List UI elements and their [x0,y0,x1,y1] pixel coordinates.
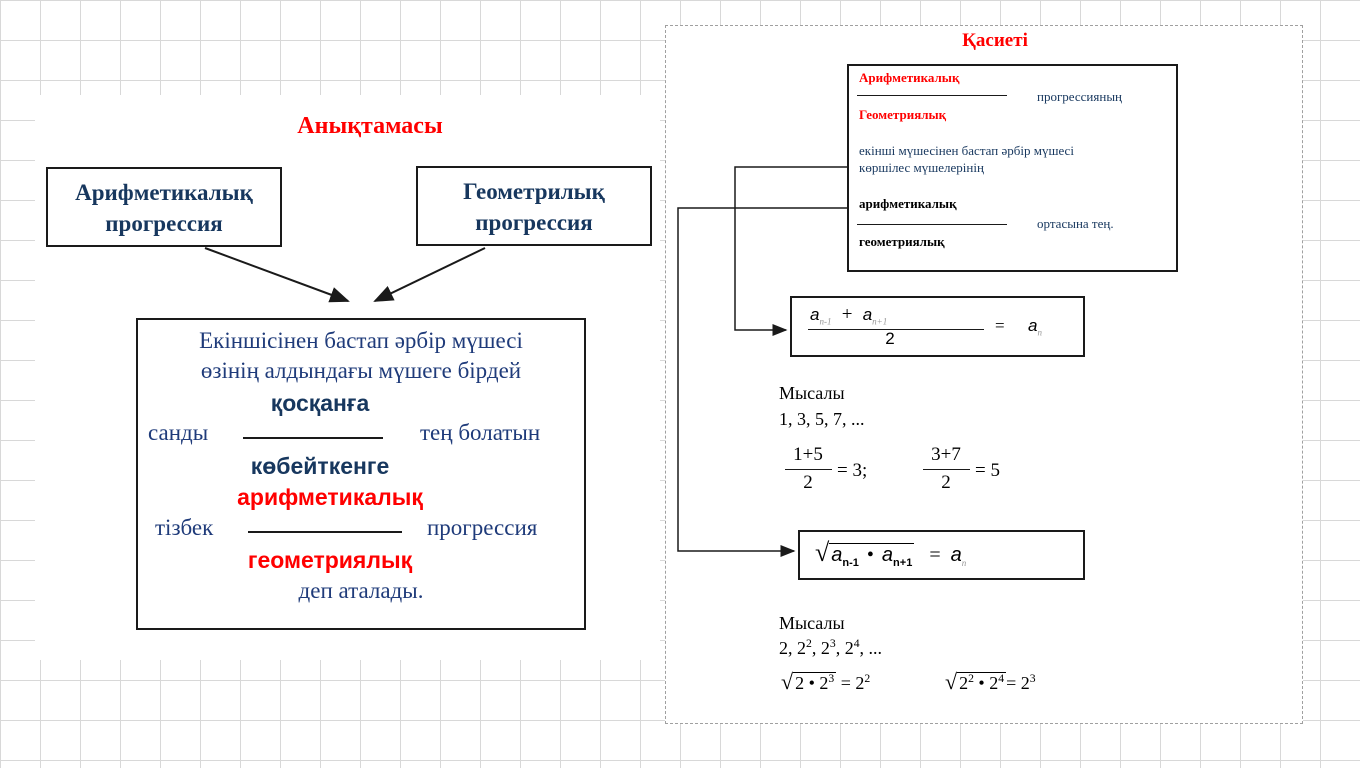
example1-calc2-den: 2 [941,472,951,493]
arrow-to-arith-formula [735,167,847,330]
prop-geom-2: геометриялық [859,234,945,249]
arrow-to-geom-formula [678,208,847,551]
seq-exp-2: 3 [829,637,836,650]
seq-part-4: , ... [859,638,883,658]
property-title: Қасиеті [962,30,1028,51]
option-arithmetic: арифметикалық [237,484,423,510]
example2-label: Мысалы [779,613,845,633]
seq-exp-3: 4 [853,637,860,650]
example1-calc1-result: = 3; [837,460,868,481]
seq-part-3: , 2 [835,638,854,658]
prop-suffix-2: ортасына тең. [1037,216,1114,231]
phrase-ten-bolatyn: тең болатын [420,420,541,445]
var-a: a [810,305,820,324]
formula1-equals: = [995,316,1005,335]
calc2-result-base: = 2 [1006,673,1030,693]
definition-last-line: деп аталады. [298,578,424,603]
sub-n-b: n [961,558,967,568]
definition-line2: өзінің алдындағы мүшеге бірдей [200,358,522,383]
example1-sequence: 1, 3, 5, 7, ... [779,409,865,429]
calc2-radicand-base2: • 2 [973,673,999,693]
sqrt-icon: √ [815,538,830,567]
bullet-multiply: • [866,544,874,566]
formula1-denominator: 2 [885,329,895,348]
option-multiply: көбейткенге [250,453,390,479]
prop-arith: Арифметикалық [859,70,960,85]
sub-n-minus-1: n-1 [819,316,832,327]
prop-suffix-1: прогрессияның [1037,89,1123,104]
example1-calc1-num: 1+5 [793,444,823,465]
example1-label: Мысалы [779,383,845,403]
example1-calc2-num: 3+7 [931,444,961,465]
calc1-radicand-base: 2 • 2 [795,673,829,693]
sub-n-plus-1: n+1 [872,316,888,327]
plus-sign: + [841,304,853,325]
var-a-result: a [1028,316,1038,335]
calc1-result-exp: 2 [864,672,871,685]
prop-arith-2: арифметикалық [859,196,957,211]
calc2-radicand-exp1: 2 [968,672,974,685]
sub-n-minus-1-b: n-1 [842,557,859,569]
var-a-3: a [831,544,843,566]
seq-part-2: , 2 [811,638,830,658]
example1-calc2-result: = 5 [975,460,1000,481]
word-progressiya: прогрессия [427,515,538,540]
option-geometric: геометриялық [247,547,413,573]
geom-box-line1: Геометрилық [463,179,605,204]
sub-n: n [1037,327,1042,338]
option-add: қосқанға [270,390,370,416]
sub-n-plus-1-b: n+1 [893,557,913,569]
geom-box-line2: прогрессия [475,210,593,235]
calc2-result-exp: 3 [1029,672,1036,685]
arith-box-line1: Арифметикалық [75,180,253,205]
calc2-radicand-exp2: 4 [998,672,1005,685]
calc1-result-base: = 2 [840,673,865,693]
var-a-2: a [862,305,873,324]
seq-part-1: 2, 2 [779,638,806,658]
example1-calc1-den: 2 [803,472,813,493]
prop-text-1: екінші мүшесінен бастап әрбір мүшесі [859,143,1074,158]
var-a-5: a [950,544,962,566]
calc2-radicand-base1: 2 [959,673,969,693]
word-sandy: санды [148,420,209,445]
arrow-from-geometric [375,248,485,301]
definition-line1: Екіншісінен бастап әрбір мүшесі [199,328,523,353]
seq-exp-1: 2 [806,637,812,650]
arrow-from-arithmetic [205,248,348,301]
sqrt-icon-2: √ [781,669,794,694]
var-a-4: a [881,544,894,566]
prop-geom: Геометриялық [859,107,947,122]
formula2-equals: = [929,544,941,566]
word-tizbek: тізбек [155,515,214,540]
calc1-radicand-exp: 3 [828,672,835,685]
sqrt-icon-3: √ [945,669,958,694]
arith-box-line2: прогрессия [105,211,223,236]
prop-text-2: көршілес мүшелерінің [859,160,984,175]
definition-title: Анықтамасы [297,113,443,139]
